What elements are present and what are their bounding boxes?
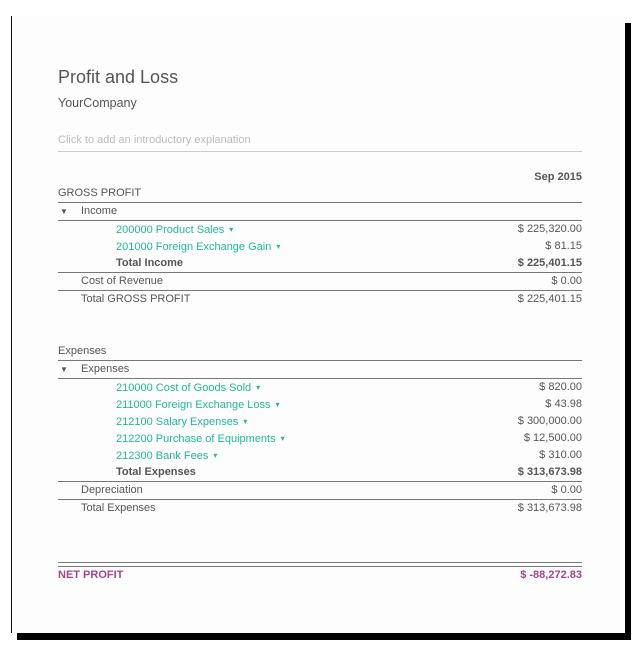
caret-down-icon[interactable]: ▾ — [229, 225, 234, 234]
account-link[interactable]: 212200 Purchase of Equipments ▾ — [116, 430, 285, 448]
expenses-group-row[interactable] — [58, 361, 582, 379]
section-heading-row — [58, 343, 582, 361]
total-amount: $ 225,401.15 — [517, 293, 582, 305]
line-label: Cost of Revenue — [81, 275, 163, 287]
account-amount: $ 81.15 — [545, 240, 582, 252]
net-profit-label: NET PROFIT — [58, 569, 124, 581]
account-link[interactable]: 201000 Foreign Exchange Gain ▾ — [116, 238, 280, 256]
income-group-row[interactable] — [58, 203, 582, 221]
total-amount: $ 313,673.98 — [517, 466, 582, 478]
account-amount: $ 300,000.00 — [517, 415, 582, 427]
total-income-row — [58, 255, 582, 273]
total-expenses-group-row — [58, 464, 582, 482]
section-heading: GROSS PROFIT — [58, 187, 142, 199]
expenses-section — [58, 343, 582, 517]
caret-down-icon[interactable]: ▾ — [243, 417, 248, 426]
company-name: YourCompany — [58, 96, 137, 110]
collapse-triangle-icon[interactable]: ▼ — [60, 365, 68, 374]
cost-of-revenue-row — [58, 273, 582, 291]
caret-down-icon[interactable]: ▾ — [276, 242, 281, 251]
account-link[interactable]: 211000 Foreign Exchange Loss ▾ — [116, 396, 280, 414]
account-amount: $ 43.98 — [545, 398, 582, 410]
account-amount: $ 12,500.00 — [523, 432, 582, 444]
report-page — [11, 16, 625, 633]
collapse-triangle-icon[interactable]: ▼ — [60, 207, 68, 216]
account-row — [58, 430, 582, 447]
line-amount: $ 0.00 — [551, 484, 582, 496]
caret-down-icon[interactable]: ▾ — [280, 434, 285, 443]
total-label: Total Expenses — [81, 502, 156, 514]
section-heading-row — [58, 185, 582, 203]
total-label: Total Expenses — [116, 466, 196, 478]
line-amount: $ 0.00 — [551, 275, 582, 287]
account-row — [58, 238, 582, 255]
caret-down-icon[interactable]: ▾ — [213, 451, 218, 460]
account-row — [58, 396, 582, 413]
total-amount: $ 225,401.15 — [517, 257, 582, 269]
account-row — [58, 413, 582, 430]
caret-down-icon[interactable]: ▾ — [275, 400, 280, 409]
account-row — [58, 221, 582, 238]
total-label: Total GROSS PROFIT — [81, 293, 191, 305]
total-expenses-row — [58, 500, 582, 517]
net-profit-amount: $ -88,272.83 — [520, 569, 582, 581]
account-row — [58, 379, 582, 396]
account-link[interactable]: 212300 Bank Fees ▾ — [116, 447, 217, 465]
intro-explanation-field[interactable]: Click to add an introductory explanation — [58, 134, 582, 152]
caret-down-icon[interactable]: ▾ — [256, 383, 261, 392]
total-gross-profit-row — [58, 291, 582, 308]
line-label: Depreciation — [81, 484, 143, 496]
account-row — [58, 447, 582, 464]
page-title: Profit and Loss — [58, 67, 179, 87]
total-amount: $ 313,673.98 — [517, 502, 582, 514]
net-profit-row — [58, 567, 582, 584]
account-link[interactable]: 200000 Product Sales ▾ — [116, 221, 233, 239]
total-label: Total Income — [116, 257, 184, 269]
gross-profit-section — [58, 185, 582, 308]
account-amount: $ 310.00 — [539, 449, 582, 461]
account-link[interactable]: 210000 Cost of Goods Sold ▾ — [116, 379, 260, 397]
depreciation-row — [58, 482, 582, 500]
account-link[interactable]: 212100 Salary Expenses ▾ — [116, 413, 247, 431]
account-amount: $ 225,320.00 — [517, 223, 582, 235]
group-label: Income — [81, 205, 118, 217]
section-heading: Expenses — [58, 345, 107, 357]
period-column-header: Sep 2015 — [534, 171, 582, 183]
group-label: Expenses — [81, 363, 130, 375]
account-amount: $ 820.00 — [539, 381, 582, 393]
